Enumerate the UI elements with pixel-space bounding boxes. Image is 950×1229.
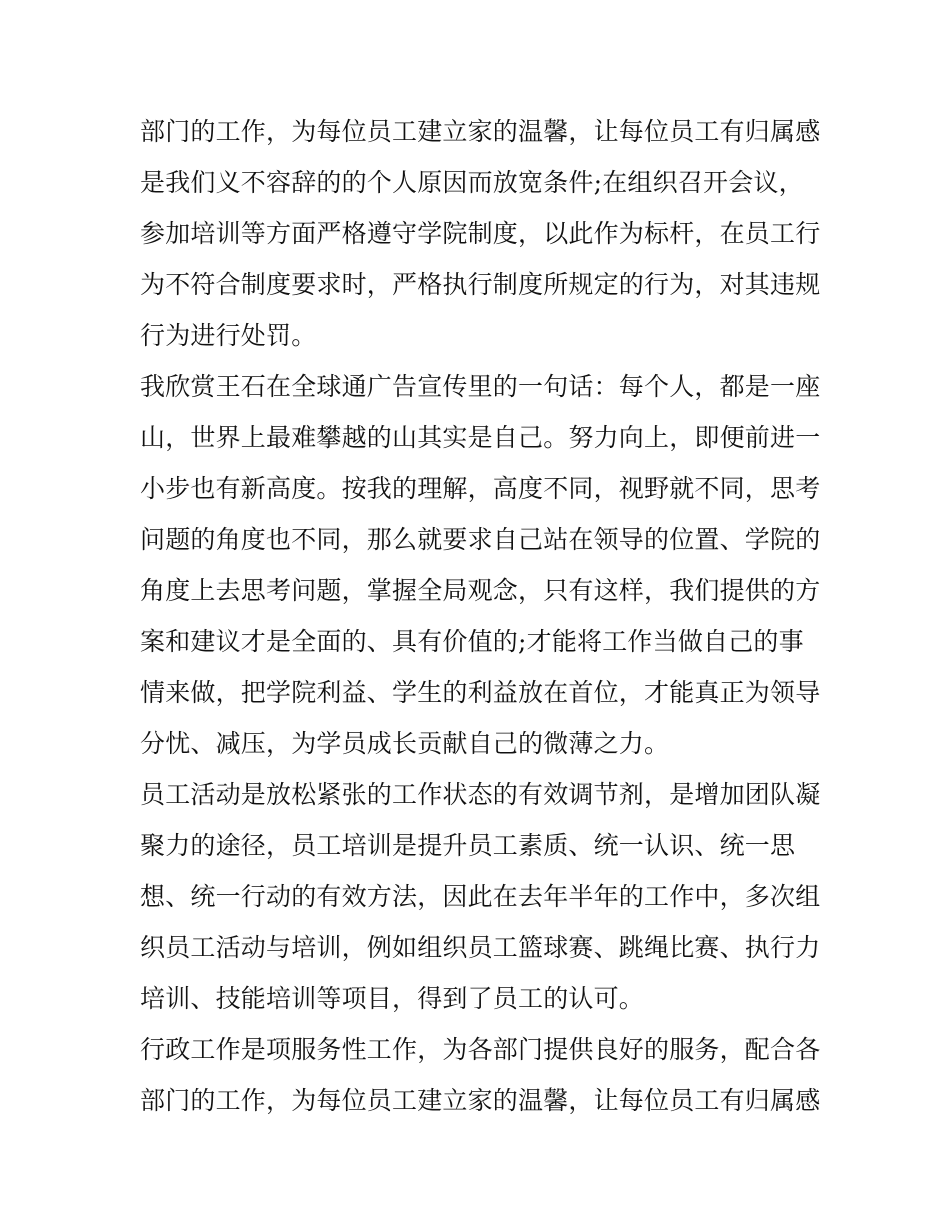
text-line: 山，世界上最难攀越的山其实是自己。努力向上，即便前进一 [140,423,821,452]
text-line: 想、统一行动的有效方法，因此在去年半年的工作中，多次组 [140,882,821,911]
text-line: 案和建议才是全面的、具有价值的;才能将工作当做自己的事 [140,627,804,656]
text-line: 参加培训等方面严格遵守学院制度，以此作为标杆，在员工行 [140,219,821,248]
text-line: 部门的工作，为每位员工建立家的温馨，让每位员工有归属感 [140,117,821,146]
text-line: 聚力的途径，员工培训是提升员工素质、统一认识、统一思 [140,831,796,860]
text-line: 是我们义不容辞的的个人原因而放宽条件;在组织召开会议， [140,168,804,197]
text-line: 小步也有新高度。按我的理解，高度不同，视野就不同，思考 [140,474,821,503]
document-body-text [140,106,820,1126]
text-line: 行为进行处罚。 [140,321,317,350]
text-line: 情来做，把学院利益、学生的利益放在首位，才能真正为领导 [140,678,821,707]
text-line: 部门的工作，为每位员工建立家的温馨，让每位员工有归属感 [140,1086,821,1115]
text-line: 员工活动是放松紧张的工作状态的有效调节剂，是增加团队凝 [140,780,821,809]
text-line: 角度上去思考问题，掌握全局观念，只有这样，我们提供的方 [140,576,821,605]
text-line: 我欣赏王石在全球通广告宣传里的一句话：每个人，都是一座 [140,372,821,401]
text-line: 分忧、减压，为学员成长贡献自己的微薄之力。 [140,729,670,758]
text-line: 培训、技能培训等项目，得到了员工的认可。 [140,984,645,1013]
text-line: 行政工作是项服务性工作，为各部门提供良好的服务，配合各 [140,1035,821,1064]
text-line: 为不符合制度要求时，严格执行制度所规定的行为，对其违规 [140,270,821,299]
text-line: 问题的角度也不同，那么就要求自己站在领导的位置、学院的 [140,525,821,554]
text-line: 织员工活动与培训，例如组织员工篮球赛、跳绳比赛、执行力 [140,933,821,962]
